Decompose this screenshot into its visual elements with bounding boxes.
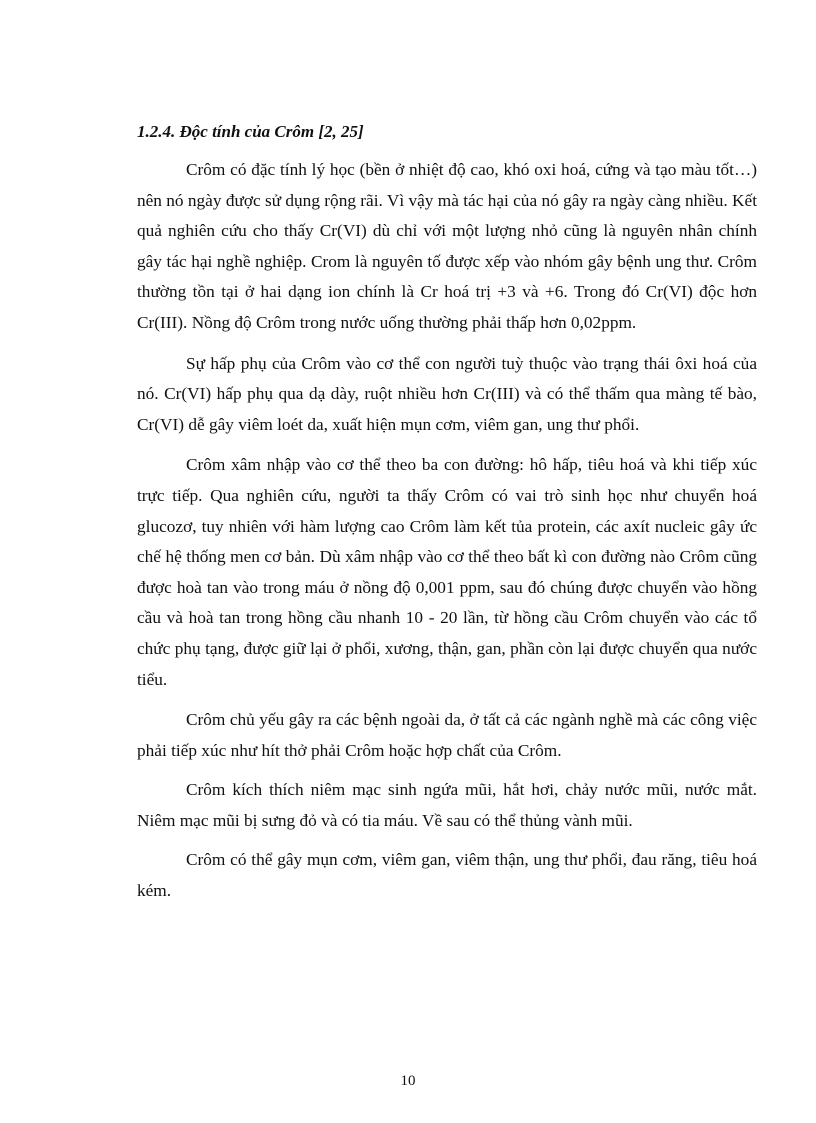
document-page bbox=[137, 118, 757, 917]
paragraph-skin-diseases: Crôm chủ yếu gây ra các bệnh ngoài da, ở tất cả các ngành nghề mà các công việc phải tiếp xúc như hít thở phải Crôm hoặc hợp chất của Crôm. bbox=[137, 710, 757, 760]
paragraph-other-effects: Crôm có thể gây mụn cơm, viêm gan, viêm thận, ung thư phổi, đau răng, tiêu hoá kém. bbox=[137, 850, 757, 901]
section-heading: 1.2.4. Độc tính của Crôm [2, 25] bbox=[137, 122, 364, 141]
paragraph-physical-properties: Crôm có đặc tính lý học (bền ở nhiệt độ cao, khó oxi hoá, cứng và tạo màu tốt…) nên nó ngày được sử dụng rộng rãi. Vì vậy mà tác hại của nó gây ra ngày càng nhiều. Kết quả nghiên cứu cho thấy Cr(VI) dù chỉ với một lượng nhỏ cũng là nguyên nhân chính gây tác hại nghề nghiệp. Crom là nguyên tố được xếp vào nhóm gây bệnh ung thư. Crôm thường tồn tại ở hai dạng ion chính là Cr hoá trị +3 và +6. Trong đó Cr(VI) độc hơn Cr(III). Nồng độ Crôm trong nước uống thường phải thấp hơn 0,02ppm. bbox=[137, 160, 757, 332]
paragraph-mucosa-irritation: Crôm kích thích niêm mạc sinh ngứa mũi, hắt hơi, chảy nước mũi, nước mắt. Niêm mạc mũi bị sưng đỏ và có tia máu. Về sau có thể thủng vành mũi. bbox=[137, 780, 757, 830]
page-number: 10 bbox=[400, 1073, 416, 1089]
paragraph-entry-routes: Crôm xâm nhập vào cơ thể theo ba con đường: hô hấp, tiêu hoá và khi tiếp xúc trực tiếp. Qua nghiên cứu, người ta thấy Crôm có vai trò sinh học như chuyển hoá glucozơ, tuy nhiên với hàm lượng cao Crôm làm kết tủa protein, các axít nucleic gây ức chế hệ thống men cơ bản. Dù xâm nhập vào cơ thể theo bất kì con đường nào Crôm cũng được hoà tan vào trong máu ở nồng độ 0,001 ppm, sau đó chúng được chuyển vào hồng cầu và hoà tan trong hồng cầu nhanh 10 - 20 lần, từ hồng cầu Crôm chuyển vào các tổ chức phụ tạng, được giữ lại ở phổi, xương, thận, gan, phần còn lại được chuyển qua nước tiểu. bbox=[137, 455, 757, 689]
paragraph-absorption: Sự hấp phụ của Crôm vào cơ thể con người tuỳ thuộc vào trạng thái ôxi hoá của nó. Cr(VI) hấp phụ qua dạ dày, ruột nhiều hơn Cr(III) và có thể thấm qua màng tế bào, Cr(VI) dễ gây viêm loét da, xuất hiện mụn cơm, viêm gan, ung thư phổi. bbox=[137, 353, 757, 434]
